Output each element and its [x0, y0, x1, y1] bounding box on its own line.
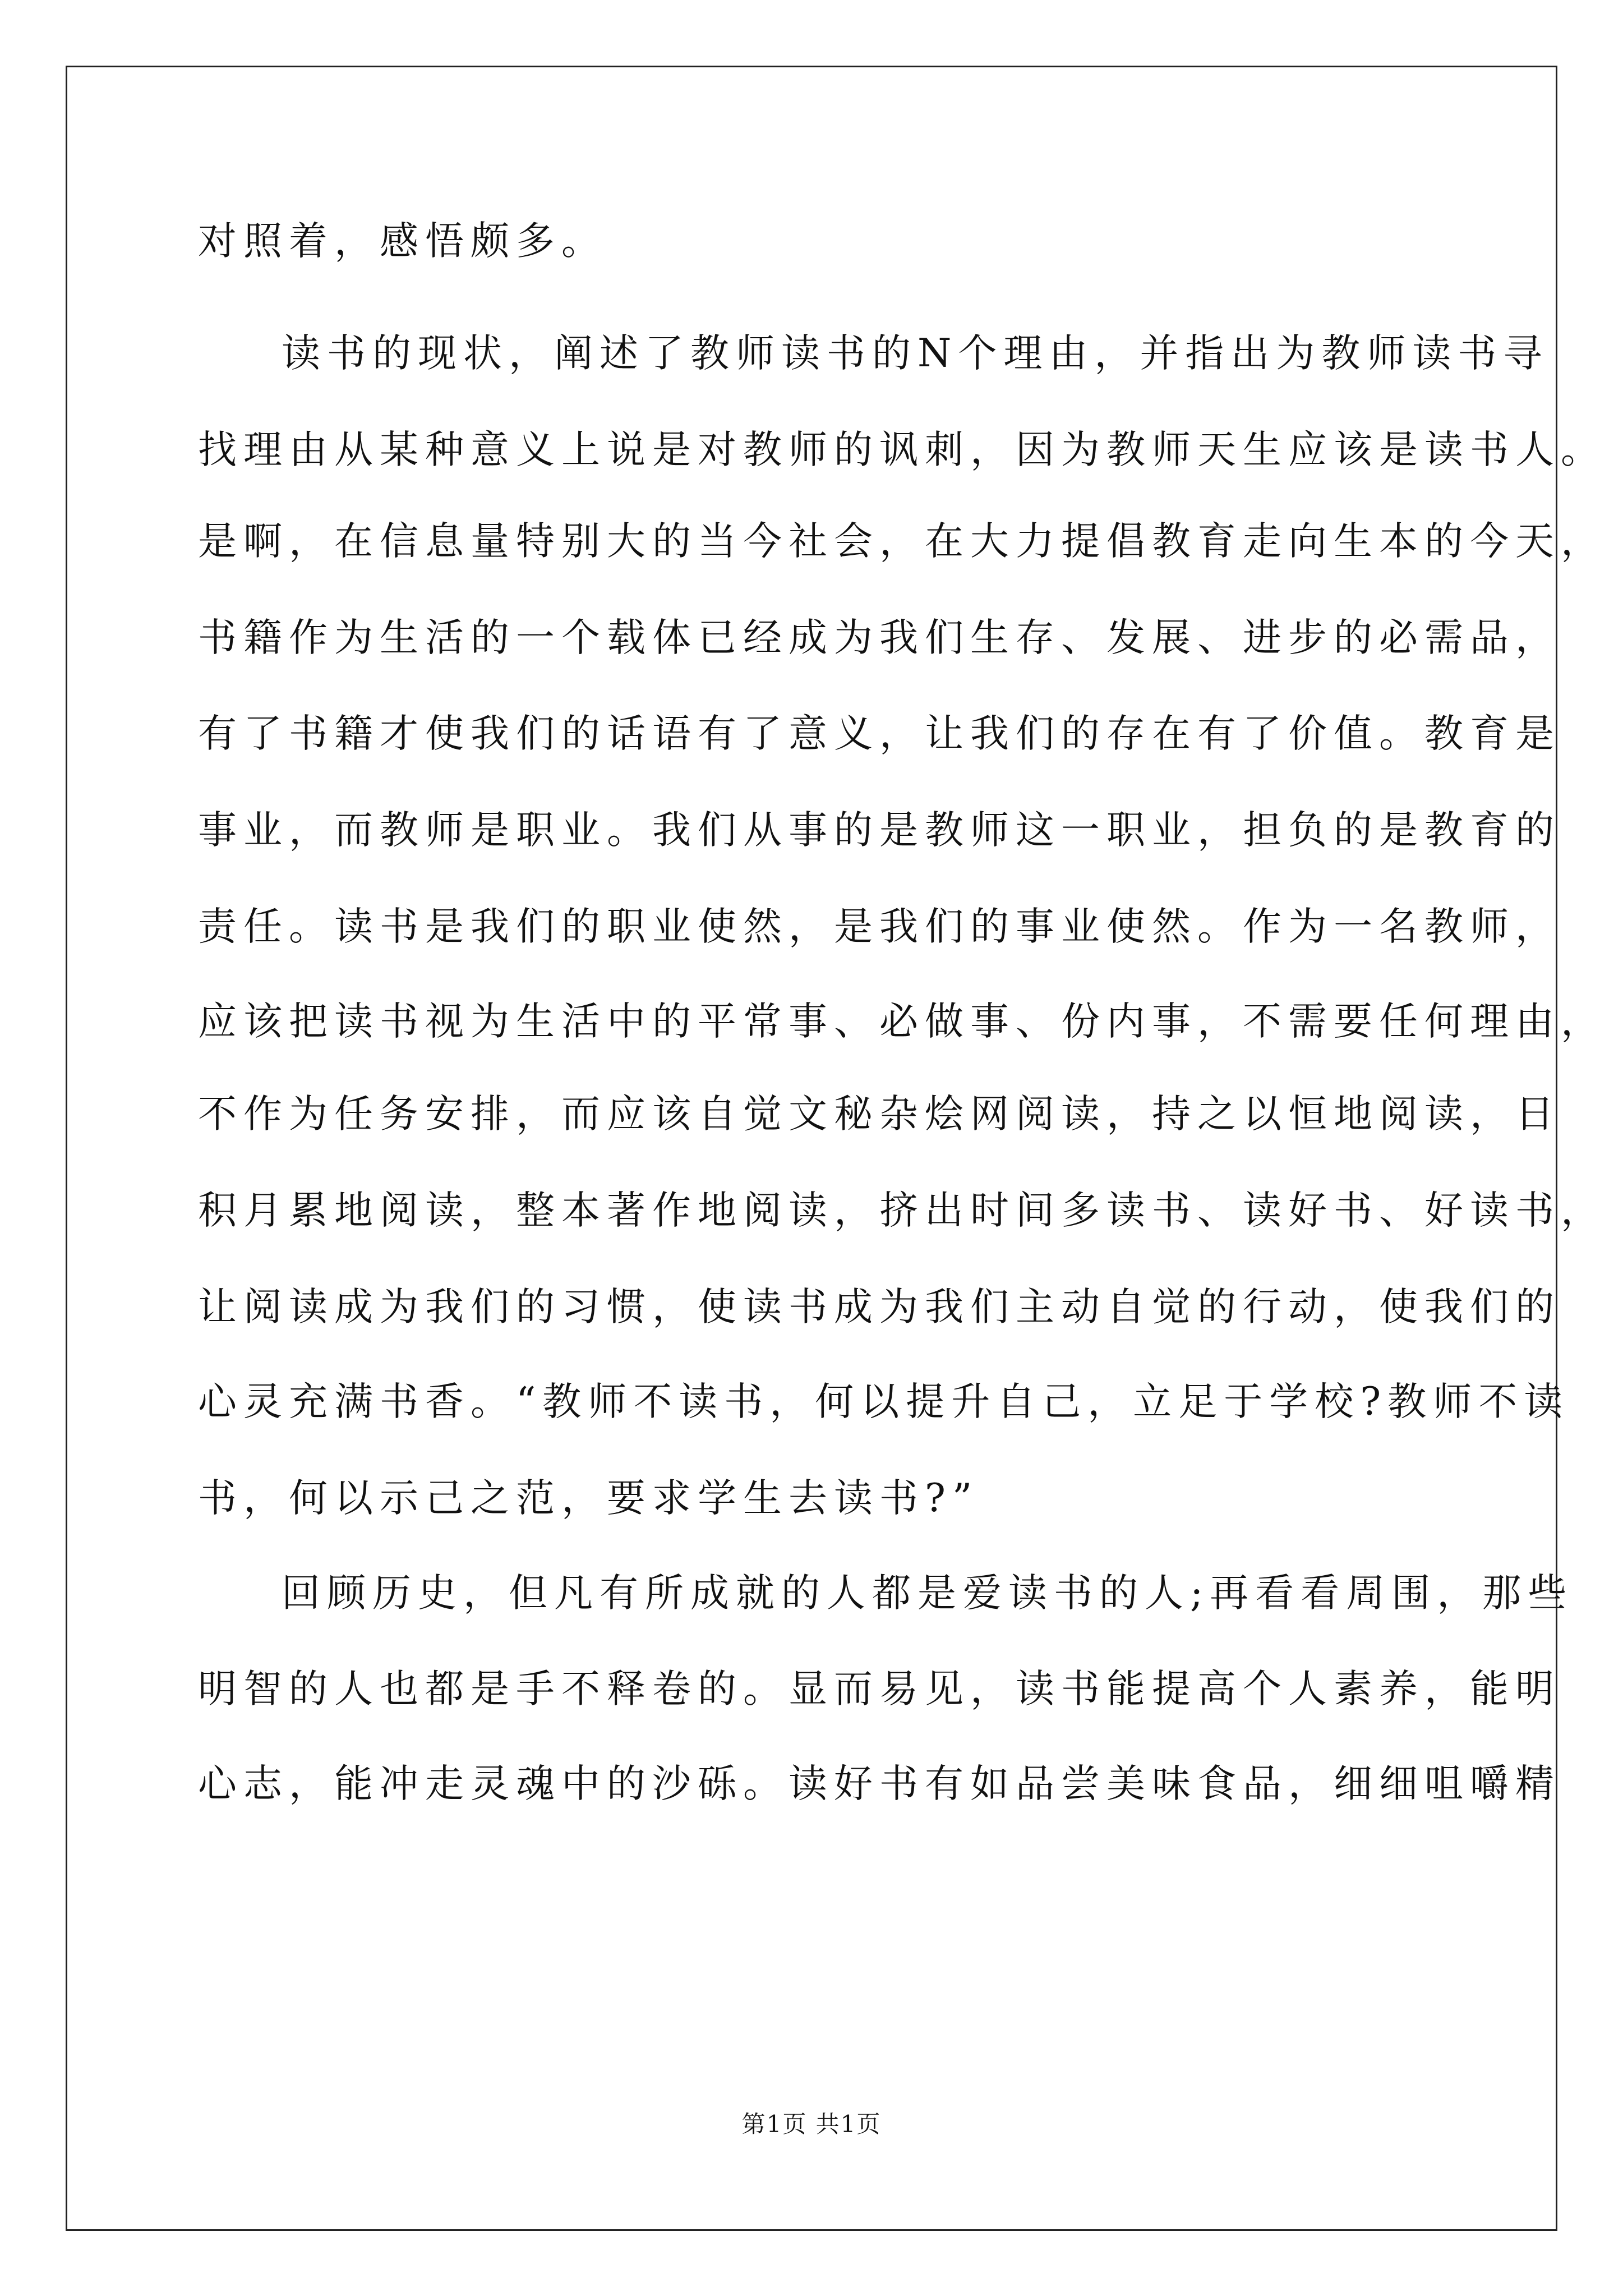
- text-line: 让阅读成为我们的习惯，使读书成为我们主动自觉的行动，使我们的: [198, 1285, 1561, 1329]
- text-line: 书籍作为生活的一个载体已经成为我们生存、发展、进步的必需品，: [198, 615, 1561, 660]
- text-line: 书，何以示己之范，要求学生去读书?”: [198, 1476, 979, 1521]
- text-line: 应该把读书视为生活中的平常事、必做事、份内事，不需要任何理由，: [198, 999, 1606, 1044]
- page-footer: 第1页 共1页: [741, 2110, 882, 2138]
- text-line: 是啊，在信息量特别大的当今社会，在大力提倡教育走向生本的今天，: [198, 519, 1606, 564]
- text-line: 明智的人也都是手不释卷的。显而易见，读书能提高个人素养，能明: [198, 1667, 1561, 1711]
- text-line: 责任。读书是我们的职业使然，是我们的事业使然。作为一名教师，: [198, 904, 1561, 949]
- text-line: 对照着，感悟颇多。: [198, 219, 607, 264]
- text-line: 积月累地阅读，整本著作地阅读，挤出时间多读书、读好书、好读书，: [198, 1188, 1606, 1233]
- text-line: 回顾历史，但凡有所成就的人都是爱读书的人;再看看周围，那些: [282, 1571, 1574, 1616]
- page-border: [66, 66, 1557, 2231]
- text-line: 有了书籍才使我们的话语有了意义，让我们的存在有了价值。教育是: [198, 711, 1561, 756]
- text-line: 不作为任务安排，而应该自觉文秘杂烩网阅读，持之以恒地阅读，日: [198, 1092, 1561, 1137]
- text-line: 心灵充满书香。“教师不读书，何以提升自己，立足于学校?教师不读: [198, 1379, 1570, 1424]
- text-line: 事业，而教师是职业。我们从事的是教师这一职业，担负的是教育的: [198, 808, 1561, 853]
- text-line: 心志，能冲走灵魂中的沙砾。读好书有如品尝美味食品，细细咀嚼精: [198, 1761, 1561, 1806]
- text-line: 找理由从某种意义上说是对教师的讽刺，因为教师天生应该是读书人。: [198, 427, 1606, 472]
- text-line: 读书的现状，阐述了教师读书的N个理由，并指出为教师读书寻: [282, 331, 1549, 376]
